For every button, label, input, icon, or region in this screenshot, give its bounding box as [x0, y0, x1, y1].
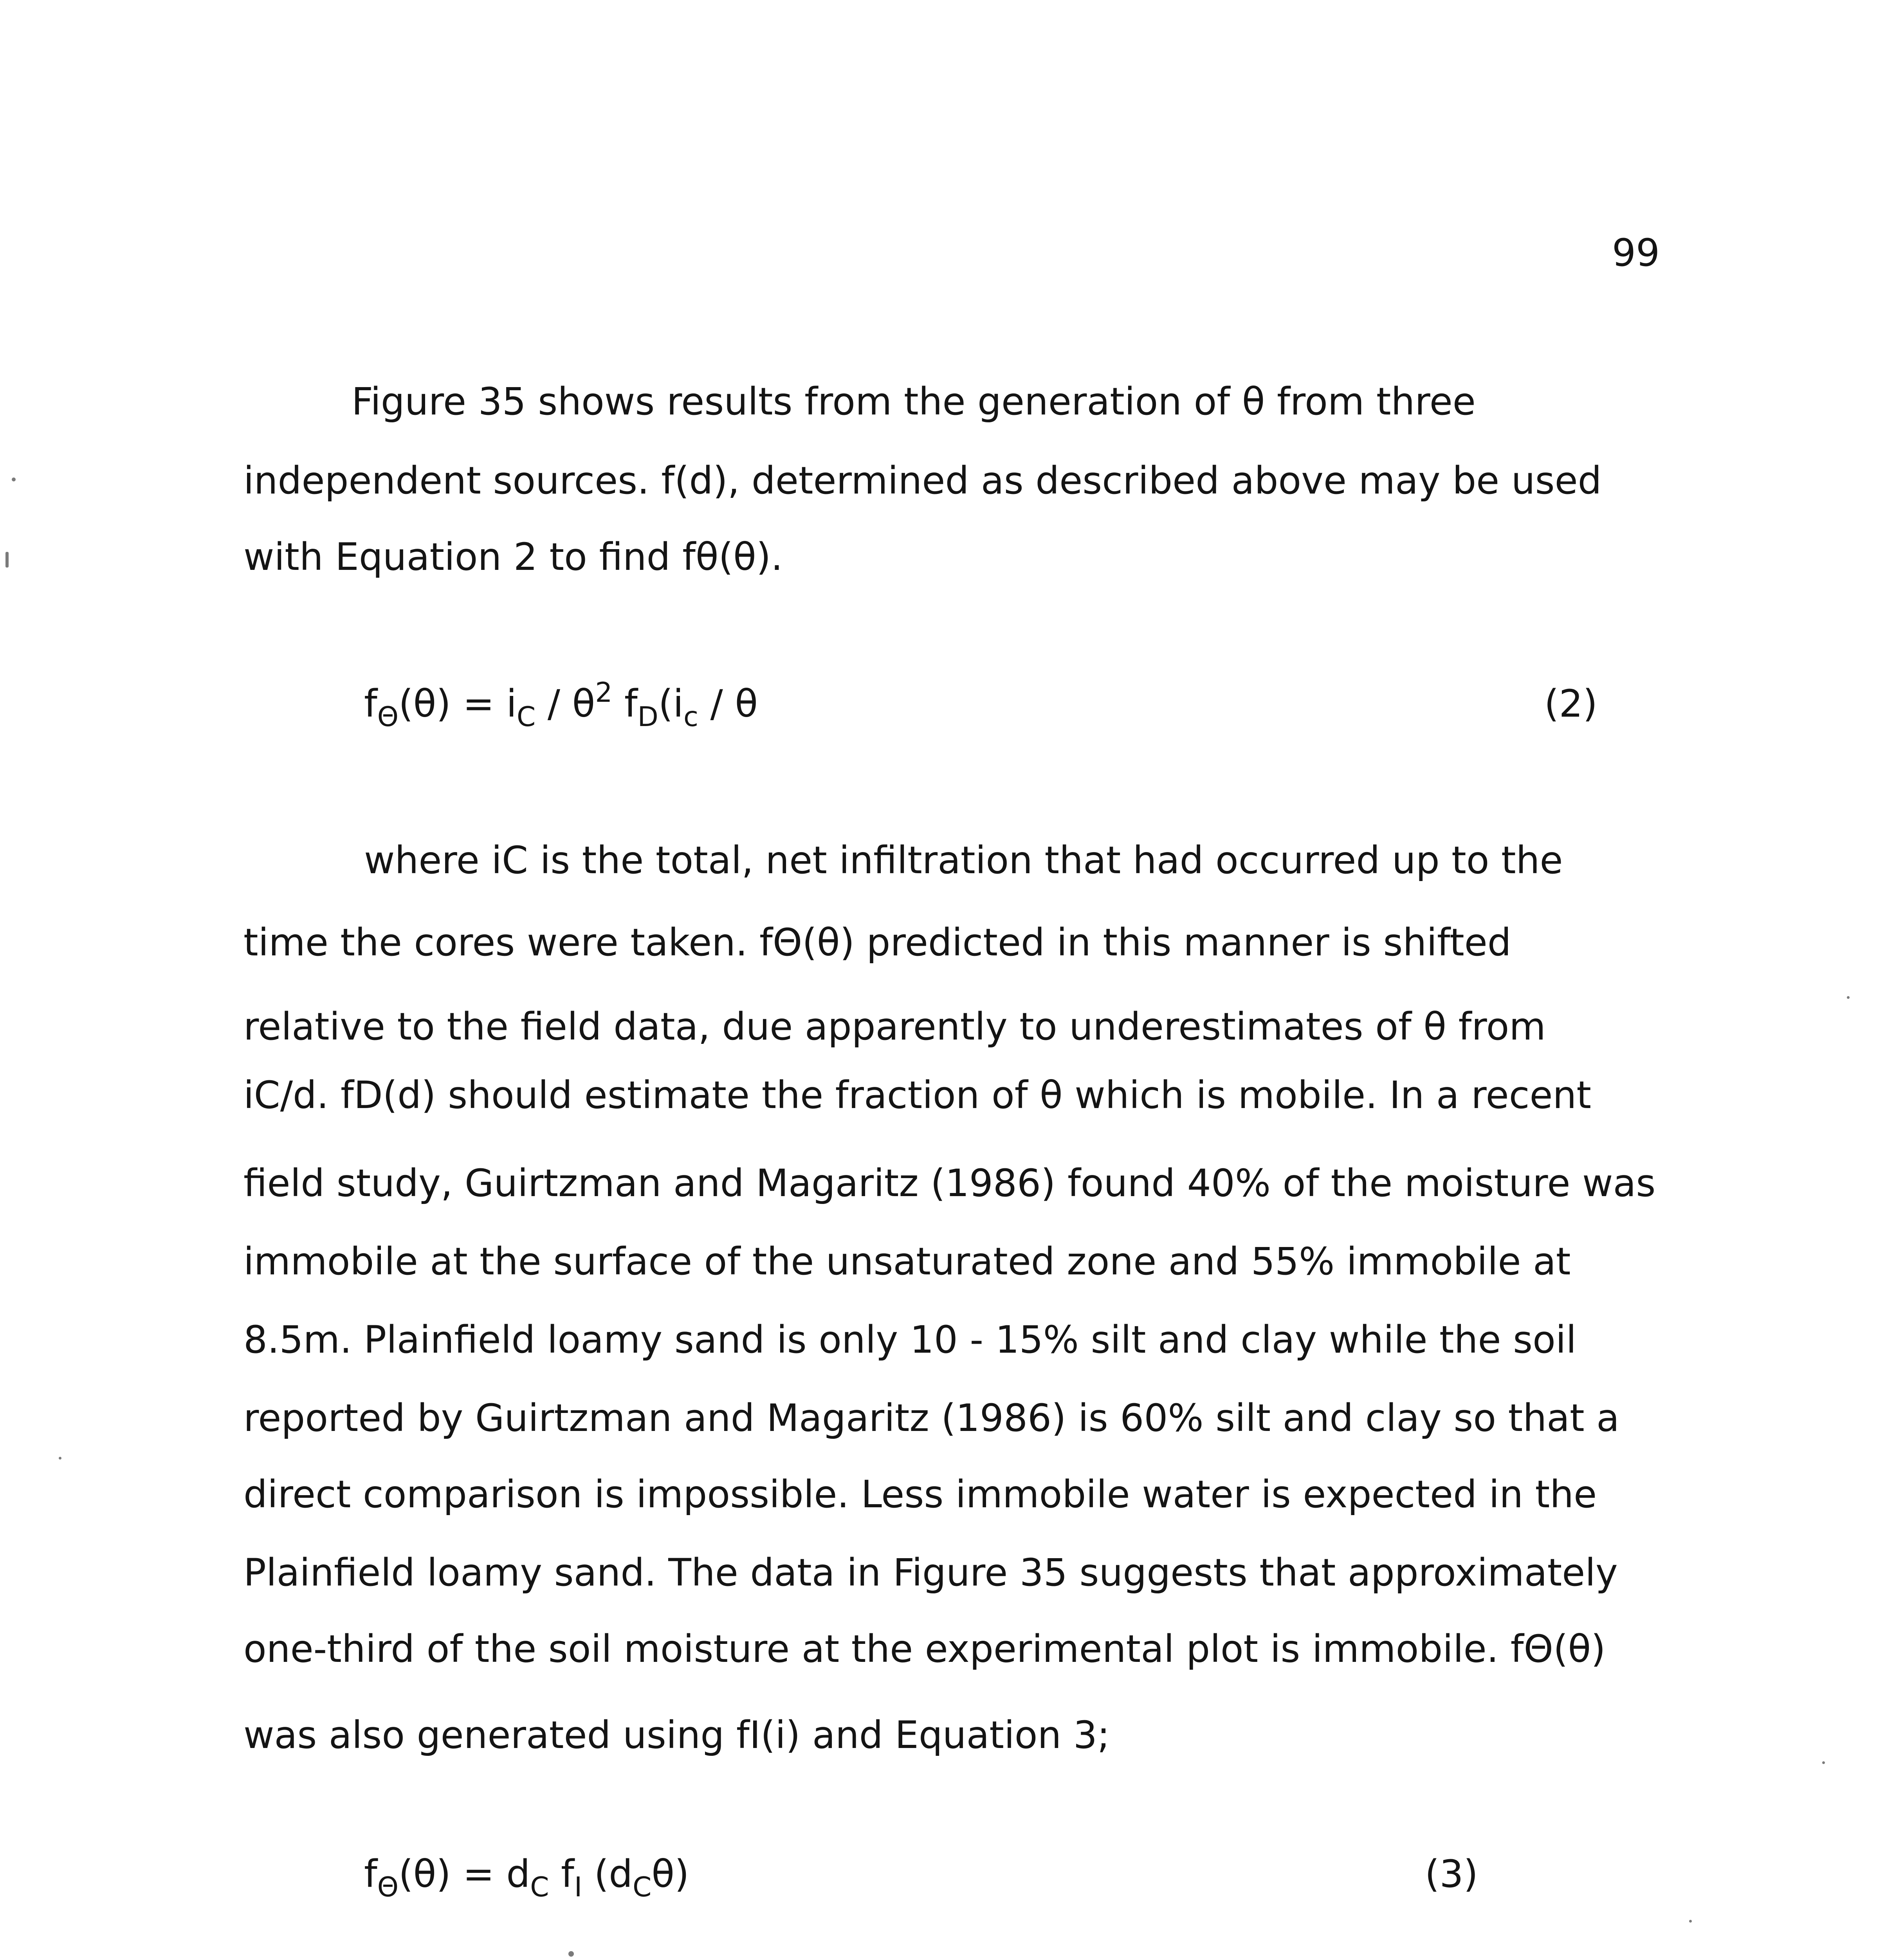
text-line: immobile at the surface of the unsaturated zone and 55% immobile at — [243, 1240, 1571, 1283]
scan-speck — [59, 1457, 61, 1460]
text-line: was also generated using fI(i) and Equation 3; — [243, 1713, 1110, 1757]
text-line: Figure 35 shows results from the generation of θ from three — [352, 380, 1476, 423]
scan-speck — [1689, 1920, 1692, 1923]
scan-speck — [568, 1951, 574, 1957]
text-line: time the cores were taken. fΘ(θ) predicted in this manner is shifted — [243, 921, 1511, 964]
text-line: relative to the field data, due apparently to underestimates of θ from — [243, 1005, 1546, 1049]
text-line: reported by Guirtzman and Magaritz (1986) is 60% silt and clay so that a — [243, 1396, 1619, 1440]
text-line: one-third of the soil moisture at the experimental plot is immobile. fΘ(θ) — [243, 1627, 1606, 1671]
text-line: independent sources. f(d), determined as described above may be used — [243, 459, 1602, 503]
page-number: 99 — [1612, 231, 1660, 275]
equation-3-number: (3) — [1425, 1852, 1478, 1896]
equation-2-number: (2) — [1544, 682, 1597, 726]
equation-3: $f_\Theta(\theta) = d_C$ $f_I$ $(d_C\theta)$ — [364, 1852, 689, 1903]
text-line: field study, Guirtzman and Magaritz (1986) found 40% of the moisture was — [243, 1161, 1656, 1205]
text-line: 8.5m. Plainfield loamy sand is only 10 - 15% silt and clay while the soil — [243, 1318, 1577, 1362]
scan-speck — [5, 552, 9, 568]
text-line: with Equation 2 to find fθ(θ). — [243, 535, 783, 579]
text-line: Plainfield loamy sand. The data in Figure 35 suggests that approximately — [243, 1551, 1618, 1595]
equation-2: $f_\Theta(\theta) = i_C / \theta^2$ $f_D(i_c$ / θ — [364, 677, 758, 733]
scan-speck — [1822, 1761, 1825, 1764]
text-line: where iC is the total, net infiltration that had occurred up to the — [364, 838, 1563, 882]
scan-speck — [12, 478, 16, 481]
scan-speck — [1847, 996, 1850, 999]
text-line: iC/d. fD(d) should estimate the fraction of θ which is mobile. In a recent — [243, 1073, 1592, 1117]
text-line: direct comparison is impossible. Less immobile water is expected in the — [243, 1472, 1597, 1516]
